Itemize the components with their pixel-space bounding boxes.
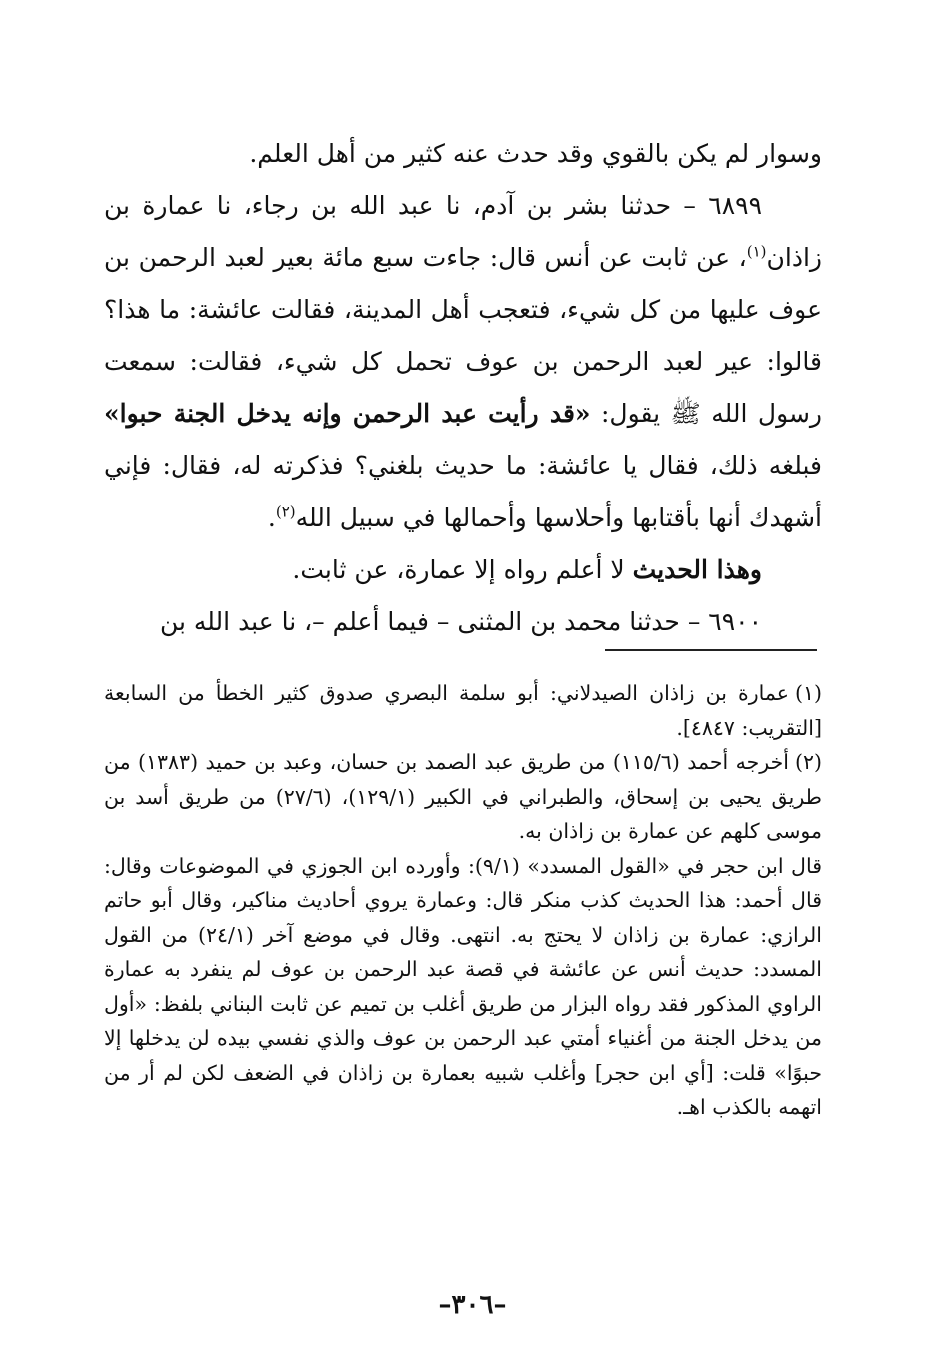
- footnote-1-number: (١): [794, 681, 822, 705]
- footnote-2-continuation: [104, 849, 822, 1125]
- footnote-ref-1: (١): [746, 242, 767, 261]
- author-comment-text: لا أعلم رواه إلا عمارة، عن ثابت.: [292, 555, 633, 584]
- author-comment-lead: وهذا الحديث: [632, 555, 762, 584]
- page-number: –٣٠٦–: [438, 1290, 507, 1320]
- author-comment: [104, 544, 822, 596]
- hadith-6899-text: ، عن ثابت عن أنس قال: جاءت سبع مائة بعير لعبد الرحمن بن عوف عليها من كل شيء، فتعجب أهل المدينة، فقالت عائشة: ما هذا؟ قالوا: عير لعبد الرحمن بن عوف تحمل كل شيء، فقالت: سمعت رسول الله ﷺ يقول:: [104, 243, 822, 428]
- main-text: [104, 128, 822, 648]
- footnote-1-text: عمارة بن زاذان الصيدلاني: أبو سلمة البصري صدوق كثير الخطأ من السابعة [التقريب: ٤٨٤٧].: [104, 681, 822, 740]
- footnote-2-number: (٢): [794, 750, 822, 774]
- hadith-6899-period: .: [267, 503, 276, 532]
- footnote-2-continuation-text: قال ابن حجر في «القول المسدد» (٩/١): وأورده ابن الجوزي في الموضوعات وقال: قال أحمد: هذا الحديث كذب منكر قال: وعمارة يروي أحاديث مناكير، وقال أبو حاتم الرازي: عمارة بن زاذان لا يحتج به. انتهى. وقال في موضع آخر (٢٤/١) من القول المسدد: حديث أنس عن عائشة في قصة عبد الرحمن بن عوف لم ينفرد به عمارة الراوي المذكور فقد رواه البزار من طريق أغلب بن تميم عن ثابت البناني بلفظ: «أول من يدخل الجنة من أغنياء أمتي عبد الرحمن بن عوف والذي نفسي بيده لن يدخلها إلا حبوًا» قلت: [أي ابن حجر] وأغلب شبيه بعمارة بن زاذان في الضعف لكن لم أر من اتهمه بالكذب اهـ.: [104, 853, 822, 1119]
- hadith-6899-isnad: ٦٨٩٩ – حدثنا بشر بن آدم، نا عبد الله بن رجاء، نا عمارة بن زاذان: [104, 191, 822, 272]
- footnote-separator: [605, 649, 817, 651]
- footnote-2: [104, 745, 822, 849]
- footnote-1: [104, 676, 822, 745]
- hadith-6900-isnad: ٦٩٠٠ – حدثنا محمد بن المثنى – فيما أعلم –، نا عبد الله بن: [159, 607, 762, 636]
- paragraph-text: وسوار لم يكن بالقوي وقد حدث عنه كثير من أهل العلم.: [249, 139, 822, 168]
- hadith-6900: [104, 596, 822, 648]
- footnote-ref-2: (٢): [275, 502, 296, 521]
- footnotes: [104, 676, 822, 1125]
- paragraph-continuation: [104, 128, 822, 180]
- hadith-6899: [104, 180, 822, 544]
- hadith-6899-text-end: فبلغه ذلك، فقال يا عائشة: ما حديث بلغني؟ فذكرته له، فقال: فإني أشهدك أنها بأقتابها وأحلاسها وأحمالها في سبيل الله: [104, 451, 822, 532]
- footnote-2-text: أخرجه أحمد (١١٥/٦) من طريق عبد الصمد بن حسان، وعبد بن حميد (١٣٨٣) من طريق يحيى بن إسحاق، والطبراني في الكبير (١٢٩/١)، (٢٧/٦) من طريق أسد بن موسى كلهم عن عمارة بن زاذان به.: [104, 750, 822, 843]
- hadith-6899-matn: «قد رأيت عبد الرحمن وإنه يدخل الجنة حبوا»: [104, 399, 591, 428]
